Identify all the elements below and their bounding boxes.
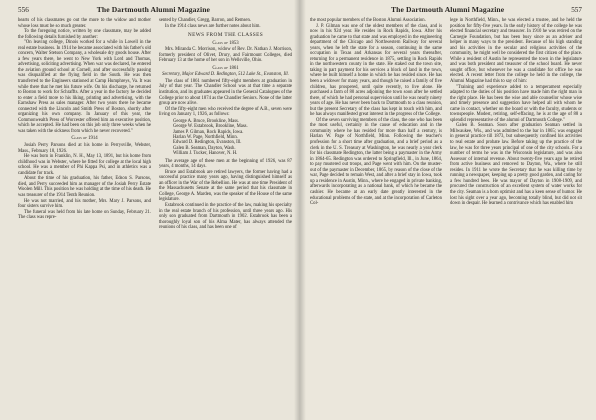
list-item: James P. Gilman, Rock Rapids, Iowa. xyxy=(173,129,244,135)
paragraph: Estabrook continued in the practice of the law, making his specialty in the real estate branch of his profession, until three years ago. His only son graduated from Dartmouth in 1902. Estabrook has been a thoroughly loyal son of his Alma Mater, has always attended the reunions of his class, and has been one of xyxy=(159,202,292,231)
paragraph: sented by Chandler, Gregg, Barron, and Remsen. xyxy=(159,18,251,23)
paragraph: In the 1914 class news are further notes about him. xyxy=(165,23,261,29)
paragraph: Of the fifty-eight men who received the degree of A.B., seven were living on January 1, 1926, as follows: xyxy=(159,106,292,118)
paragraph: Mrs. Miranda C. Morrison, widow of Rev. Dr. Nathan J. Morrison, formerly president of Olivet, Drury, and Fairmount Colleges, died February 13 at the home of her son in Wellsville, Ohio. xyxy=(159,47,292,64)
paragraph: The funeral was held from his late home on Sunday, February 21. The class was repre- xyxy=(18,209,151,221)
left-col-2 xyxy=(159,18,292,231)
paragraph: He was born in Franklin, N. H., May 13, 1891, but his home from childhood was in Webster, where he fitted for college at the local high school. He was a member of Phi Kappa Psi, and in athletics was a candidate for track. xyxy=(18,154,151,176)
class-heading: Class of 1861 xyxy=(212,65,239,71)
left-col-1 xyxy=(18,18,151,231)
left-running-title: The Dartmouth Alumni Magazine xyxy=(96,5,210,14)
left-page-columns xyxy=(18,18,292,231)
class-heading: Class of 1914 xyxy=(71,136,98,142)
paragraph: About the time of his graduation, his father, Edson S. Parsons, died, and Perry succeeded him as manager of the Josiah Perry Estate Woolen Mill. This position he was holding at the time of his death. He was treasurer of the 1914 Tenth Reunion. xyxy=(18,176,151,198)
paragraph: The class of 1861 numbered fifty-eight members at graduation in July of that year. The Chandler School was at that time a separate institution, and its graduates appeared in the General Catalogues of the College prior to about 1874 as the Chandler Seniors. None of the latter group are now alive. xyxy=(159,78,292,107)
paragraph: Galen B. Seaman. Soon after graduation Seaman settled in Milwaukee, Wis., and was admitted to the bar in 1865; was engaged in general practice till 1873, but subsequently confined his activities to real estate and probate law. Before taking up the practice of the law, he was for three years principal of one of the city schools. For a number of terms he was in the Wisconsin legislature, and was also Assessor of internal revenue. About twenty-five years ago he retired from active business and removed to Dayton, Wa., where he still resides. In 1911 he wrote the Secretary that he was killing time by running a newspaper, keeping up a pretty good garden, and caring for a few hundred bees. He was mayor of Dayton in 1908-1909, and procured the construction of an excellent system of water works for the city. Seaman is a born optimist and has a keen sense of humor. He lost his sight over a year ago, becoming totally blind, but did not sit down in despair. He learned a contrivance which has enabled him xyxy=(450,123,582,207)
paragraph: "On leaving college, Dinois worked for a while in Lowell in the real estate business. In 1914 he became associated with his father's old concern, Walter Stetson Company, a wholesale dry goods house. After a few years there, he went to New York with Lord and Thomas, advertising, soliciting advertising. When war was declared, he entered the aviation ground school at Cornell, and after successfully passing was disqualified at the flying field in the South. He was then transferred to the Engineers stationed at Camp Humphreys, Va. It was while there that he met his future wife. On his discharge, he returned to Boston to work for Schraffts. After a year in the factory he decided to enter a field more to his liking, printing and advertising, with the Earnshaw Press as sales manager. After two years there he became connected with the Lincoln and Smith Press of Boston, shortly after organizing his own company. In January of this year, the Commonwealth Press of Worcester offered him an executive position, which he accepted. He had been on this job only three weeks when he was taken with the sickness from which he never recovered." xyxy=(18,40,151,134)
list-item: George A. Bruce, Brookline, Mass. xyxy=(173,118,240,124)
list-item: Harlan W. Page, Northfield, Minn. xyxy=(173,134,238,140)
paragraph: He was not married, and his mother, Mrs. Mary J. Parsons, and four sisters survive him. xyxy=(18,198,151,210)
paragraph: To the foregoing notice, written by one classmate, may be added the following details furnished by another: xyxy=(18,29,151,40)
list-item: William J. Tucker, Hanover, N. H. xyxy=(173,151,238,157)
right-col-2 xyxy=(450,18,582,207)
paragraph: Josiah Perry Parsons died at his home in Perrysville, Webster, Mass., February 18, 1926. xyxy=(18,143,151,154)
right-running-title: The Dartmouth Alumni Magazine xyxy=(390,5,505,14)
right-page-columns xyxy=(310,18,582,207)
paragraph: lege in Northfield, Minn., he was elected a trustee, and he held the position for fifty-five years. In the early history of the college he was elected financial secretary and treasurer. In 1910 he was retired on the Carnegie Foundation, but has been busy since as an adviser and helper in many ways to the president. Because of his high standing and his activities in the secular and religious activities of the community, he might well be considered the first citizen of the place. While a resident of Austin he represented the town in the legislature and was both president and treasurer of the school board. He never sought office, but whenever he was a candidate for office he was elected. A recent letter from the college he held in the college, the Alumni Magazine had this to say of him: xyxy=(450,18,582,85)
list-item: George W. Estabrook, Brookline, Mass. xyxy=(173,124,248,130)
list-item: Edward D. Redington, Evanston, Ill. xyxy=(173,140,242,146)
paragraph: the most popular members of the Boston Alumni Association. xyxy=(310,18,426,23)
right-page-number: 557 xyxy=(571,6,582,14)
member-list xyxy=(173,119,292,157)
class-heading: Class of 1853 xyxy=(212,40,239,46)
paragraph: "Training and experience added to a temperament especially adapted to the duties of his position have made him the right man in the right place. He has been the wise and able counsellor whose wise and timely presence and suggestion have helped all with whom he came in contact, whether on the board or with the faculty, students or townspeople. Modest, retiring, self-effacing, he is at the age of 88 a splendid representative of the alumni of Dartmouth College." xyxy=(450,84,582,123)
paragraph: Bruce and Estabrook are retired lawyers, the former having had a successful practice many years ago, having distinguished himself as an officer in the War of the Rebellion. He was at one time President of the Massachusetts Senate at the same period that his classmate in College, George A. Marden, was the speaker of the House of the same legislature. xyxy=(159,169,292,203)
paragraph: J. P. Gilman was one of the oldest members of the class, and is now in his 92d year. He resides in Rock Rapids, Iowa. After his graduation he came to that state and was employed in the engineering department of the Chicago and Northwestern Railway for several years, when he left the state for a season, continuing in the same occupation in Texas and Arkansas for several years thereafter, returning for a permanent residence in 1875, settling in Rock Rapids in the northwestern county in the state. He staked out the town site, taking in part payment for his services a block of land in the town, where he built himself a home in which he has resided since. He has been a widower for many years, and though he raised a family of five children, has prospered, until quite recently, to live alone. He purchased a farm of 80 acres adjoining the town soon after he settled there, of which he had personal supervision until he was nearly ninety years of age. He has never been back to Dartmouth to a class reunion, but the present Secretary of the class has kept in touch with him, and he has always manifested great interest in the progress of the College. xyxy=(310,23,442,118)
right-page-header xyxy=(310,4,582,16)
page-gutter xyxy=(294,0,306,420)
left-page-header xyxy=(18,4,292,16)
list-item: Galen B. Seaman, Dayton, Wash. xyxy=(173,145,236,151)
left-page-number: 556 xyxy=(18,6,29,14)
secretary-byline: Secretary, Major Edward D. Redington, 512 Lake St., Evanston, Ill. xyxy=(162,72,289,78)
paragraph: Of the seven surviving members of the class, the one who has been the most useful, certainly in the cause of education and in the community where he has resided for more than half a century, is Harlan W. Page of Northfield, Minn. Following the teacher's profession for a short time after graduation, and a brief period as a clerk in the U. S. Treasury at Washington, he was nearly a year clerk for his classmate Redington, the latter being a paymaster in the Army in 1864-65. Redington was ordered to Springfield, Ill., in June, 1864, to pay mustered out troops, and Page went with him. On the muster-out of the paymaster in December, 1865, by reason of the close of the war, Page decided to remain West, and after a brief stay in Iowa, took up a residence in Austin, Minn., where he engaged in private banking, afterwards incorporating as a national bank, of which he became the cashier. He became at an early date greatly interested in the educational problems of the state, and at the incorporation of Carleton Col- xyxy=(310,117,442,207)
section-heading: NEWS FROM THE CLASSES xyxy=(187,32,264,39)
right-col-1 xyxy=(310,18,442,207)
right-page xyxy=(300,0,596,420)
paragraph: The average age of these men at the beginning of 1926, was 87 years, 4 months, 14 days. xyxy=(159,158,292,170)
paragraph: hearts of his classmates go out the more to the widow and mother whose loss must be so much greater. xyxy=(18,18,151,29)
